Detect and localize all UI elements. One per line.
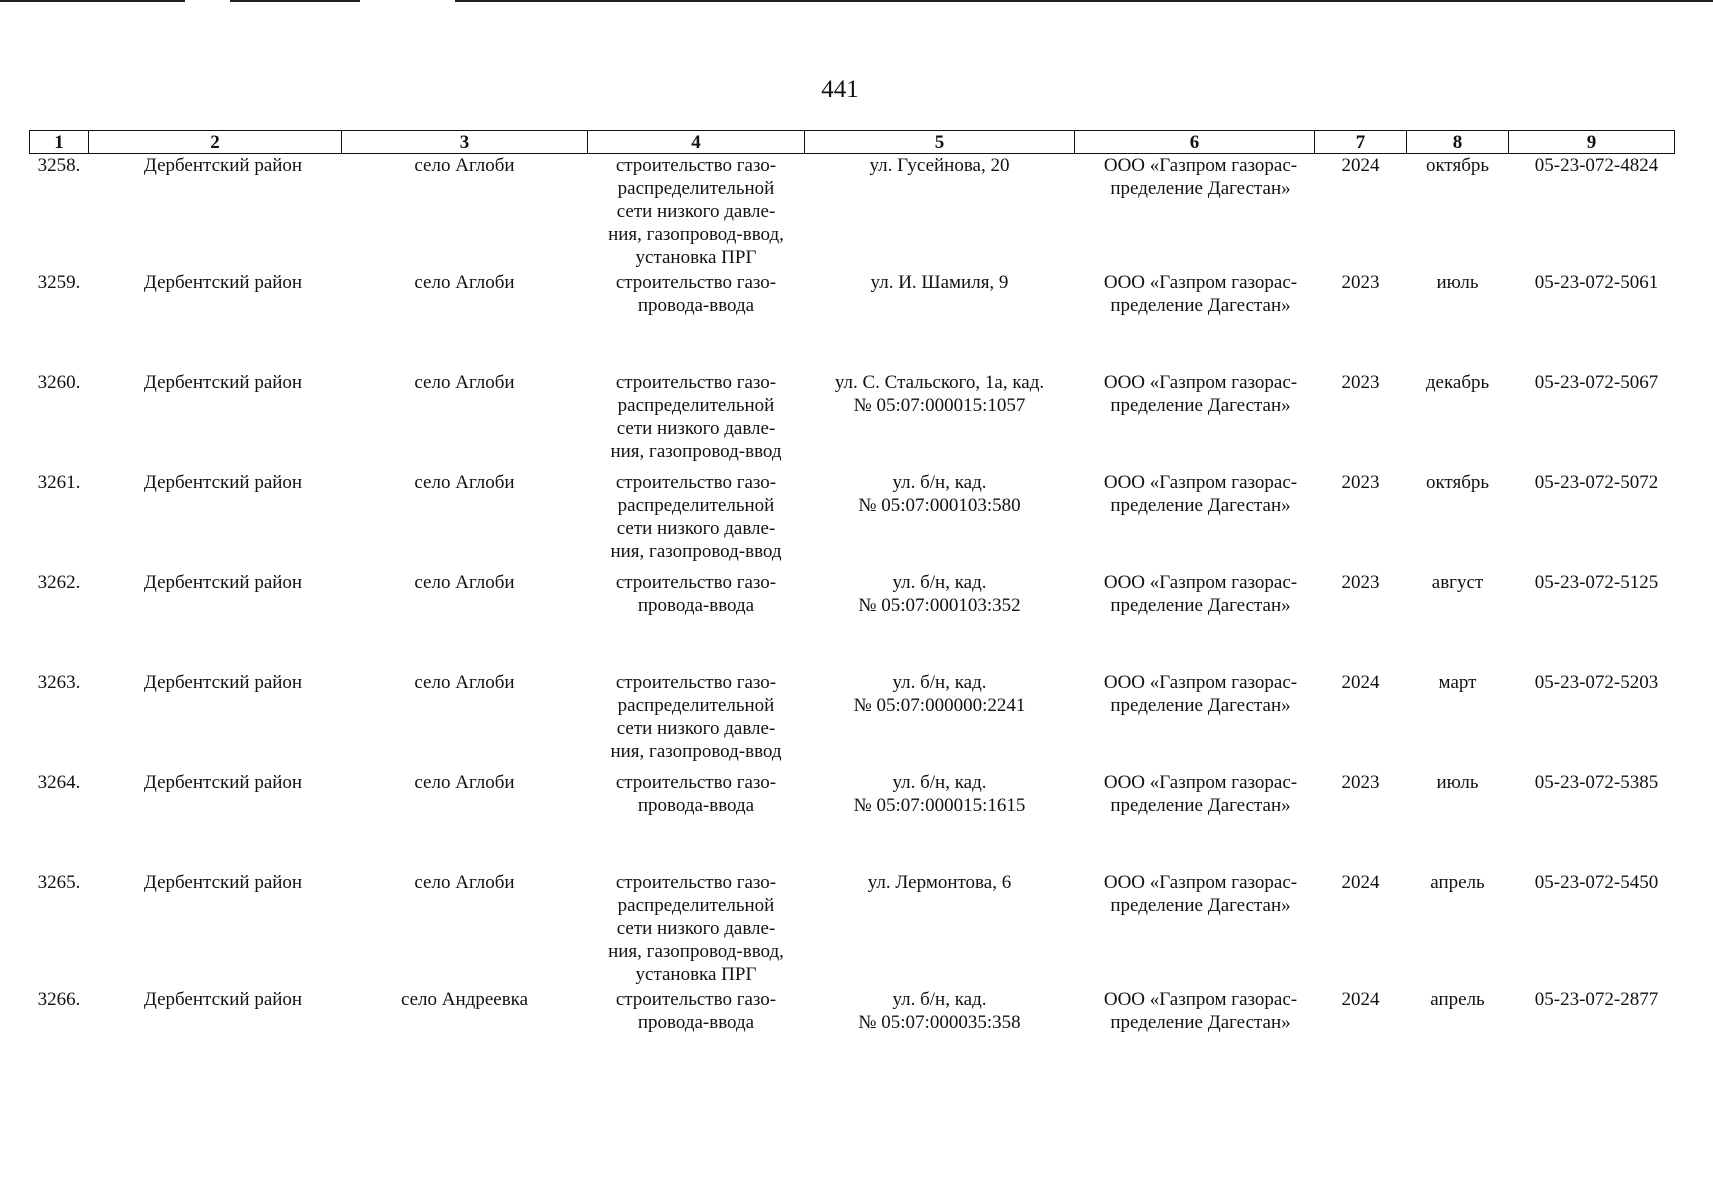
work-description-cell-line: сети низкого давле- [616,201,776,222]
district-cell: Дербентский район [143,989,303,1010]
work-description-cell [588,671,805,771]
row-number: 3266. [37,989,81,1010]
work-description-cell-line: провода-ввода [637,595,755,616]
work-description-cell-line: сети низкого давле- [616,518,776,539]
table-row [30,154,1675,272]
address-cell-line: № 05:07:000103:580 [858,495,1021,516]
work-description-cell-line: ния, газопровод-ввод [610,441,782,462]
month-cell: октябрь [1425,155,1490,176]
year-cell: 2023 [1341,572,1380,593]
organization-cell [1075,471,1315,571]
year-cell: 2023 [1341,272,1380,293]
organization-cell-line: ООО «Газпром газорас- [1103,155,1298,176]
work-description-cell-line: провода-ввода [637,1012,755,1033]
address-cell-line: ул. Гусейнова, 20 [869,155,1010,176]
code-cell: 05-23-072-5125 [1534,572,1659,593]
table-row [30,371,1675,471]
table-row [30,271,1675,371]
address-cell-line: ул. И. Шамиля, 9 [870,272,1009,293]
work-description-cell-line: ния, газопровод-ввод, [608,224,784,245]
code-cell: 05-23-072-4824 [1534,155,1659,176]
work-description-cell-line: строительство газо- [615,872,777,893]
organization-cell-line: пределение Дагестан» [1110,178,1291,199]
organization-cell-line: ООО «Газпром газорас- [1103,572,1298,593]
col-header-9: 9 [1509,131,1675,154]
col-header-4: 4 [588,131,805,154]
month-cell: июль [1436,272,1479,293]
organization-cell [1075,671,1315,771]
organization-cell [1075,571,1315,671]
organization-cell-line: пределение Дагестан» [1110,795,1291,816]
organization-cell-line: ООО «Газпром газорас- [1103,872,1298,893]
organization-cell [1075,988,1315,1048]
address-cell-line: ул. б/н, кад. [892,472,987,493]
scan-edge-left [0,0,185,2]
month-cell: октябрь [1425,472,1490,493]
work-description-cell-line: строительство газо- [615,472,777,493]
work-description-cell [588,571,805,671]
work-description-cell-line: строительство газо- [615,272,777,293]
work-description-cell-line: ния, газопровод-ввод [610,541,782,562]
organization-cell-line: ООО «Газпром газорас- [1103,272,1298,293]
work-description-cell-line: провода-ввода [637,795,755,816]
address-cell [805,871,1075,988]
settlement-cell: село Андреевка [400,989,529,1010]
settlement-cell: село Аглоби [414,872,515,893]
work-description-cell-line: строительство газо- [615,989,777,1010]
year-cell: 2023 [1341,372,1380,393]
code-cell: 05-23-072-5067 [1534,372,1659,393]
organization-cell [1075,371,1315,471]
work-description-cell [588,988,805,1048]
code-cell: 05-23-072-5385 [1534,772,1659,793]
organization-cell-line: пределение Дагестан» [1110,395,1291,416]
address-cell-line: № 05:07:000000:2241 [853,695,1026,716]
settlement-cell: село Аглоби [414,372,515,393]
row-number: 3259. [37,272,81,293]
address-cell-line: ул. б/н, кад. [892,672,987,693]
organization-cell [1075,871,1315,988]
code-cell: 05-23-072-5203 [1534,672,1659,693]
settlement-cell: село Аглоби [414,472,515,493]
settlement-cell: село Аглоби [414,672,515,693]
address-cell-line: ул. Лермонтова, 6 [867,872,1012,893]
organization-cell-line: пределение Дагестан» [1110,595,1291,616]
row-number: 3261. [37,472,81,493]
row-number: 3264. [37,772,81,793]
organization-cell [1075,271,1315,371]
address-cell [805,271,1075,371]
organization-cell-line: ООО «Газпром газорас- [1103,672,1298,693]
work-description-cell-line: распределительной [617,395,775,416]
organization-cell-line: ООО «Газпром газорас- [1103,472,1298,493]
code-cell: 05-23-072-5061 [1534,272,1659,293]
organization-cell [1075,771,1315,871]
page-number: 441 [821,76,859,103]
address-cell [805,671,1075,771]
year-cell: 2023 [1341,472,1380,493]
month-cell: апрель [1430,872,1485,893]
work-description-cell-line: установка ПРГ [635,964,757,985]
row-number: 3260. [37,372,81,393]
col-header-2: 2 [89,131,342,154]
address-cell-line: № 05:07:000015:1057 [853,395,1026,416]
address-cell [805,571,1075,671]
table-row [30,871,1675,988]
year-cell: 2024 [1341,672,1380,693]
address-cell-line: ул. С. Стальского, 1а, кад. [834,372,1045,393]
work-description-cell [588,771,805,871]
work-description-cell [588,471,805,571]
settlement-cell: село Аглоби [414,572,515,593]
col-header-1: 1 [30,131,89,154]
row-number: 3263. [37,672,81,693]
year-cell: 2024 [1341,872,1380,893]
work-description-cell-line: установка ПРГ [635,247,757,268]
table-row [30,988,1675,1048]
address-cell [805,154,1075,272]
col-header-7: 7 [1315,131,1407,154]
organization-cell-line: ООО «Газпром газорас- [1103,372,1298,393]
code-cell: 05-23-072-2877 [1534,989,1659,1010]
month-cell: март [1438,672,1477,693]
work-description-cell-line: распределительной [617,695,775,716]
scan-edge-right [455,0,1713,2]
district-cell: Дербентский район [143,872,303,893]
organization-cell-line: ООО «Газпром газорас- [1103,772,1298,793]
col-header-8: 8 [1407,131,1509,154]
address-cell-line: № 05:07:000015:1615 [853,795,1026,816]
work-description-cell-line: распределительной [617,178,775,199]
year-cell: 2023 [1341,772,1380,793]
address-cell [805,371,1075,471]
col-header-3: 3 [342,131,588,154]
organization-cell-line: пределение Дагестан» [1110,895,1291,916]
address-cell [805,988,1075,1048]
row-number: 3262. [37,572,81,593]
gasification-table [29,130,1675,1048]
work-description-cell-line: распределительной [617,495,775,516]
column-numbers-row [30,131,1675,154]
district-cell: Дербентский район [143,155,303,176]
year-cell: 2024 [1341,989,1380,1010]
table-row [30,771,1675,871]
table-row [30,571,1675,671]
work-description-cell-line: строительство газо- [615,155,777,176]
code-cell: 05-23-072-5450 [1534,872,1659,893]
district-cell: Дербентский район [143,772,303,793]
month-cell: июль [1436,772,1479,793]
district-cell: Дербентский район [143,672,303,693]
district-cell: Дербентский район [143,472,303,493]
work-description-cell-line: сети низкого давле- [616,918,776,939]
address-cell [805,771,1075,871]
address-cell-line: № 05:07:000035:358 [858,1012,1021,1033]
work-description-cell [588,154,805,272]
organization-cell-line: пределение Дагестан» [1110,1012,1291,1033]
month-cell: август [1431,572,1484,593]
work-description-cell [588,371,805,471]
district-cell: Дербентский район [143,372,303,393]
settlement-cell: село Аглоби [414,772,515,793]
work-description-cell-line: ния, газопровод-ввод, [608,941,784,962]
scan-edge-middle [230,0,360,2]
col-header-6: 6 [1075,131,1315,154]
work-description-cell-line: строительство газо- [615,372,777,393]
settlement-cell: село Аглоби [414,272,515,293]
organization-cell-line: пределение Дагестан» [1110,295,1291,316]
work-description-cell [588,871,805,988]
work-description-cell-line: сети низкого давле- [616,418,776,439]
work-description-cell-line: сети низкого давле- [616,718,776,739]
row-number: 3265. [37,872,81,893]
work-description-cell-line: строительство газо- [615,772,777,793]
code-cell: 05-23-072-5072 [1534,472,1659,493]
row-number: 3258. [37,155,81,176]
organization-cell [1075,154,1315,272]
address-cell-line: № 05:07:000103:352 [858,595,1021,616]
work-description-cell-line: строительство газо- [615,572,777,593]
address-cell-line: ул. б/н, кад. [892,989,987,1010]
work-description-cell-line: ния, газопровод-ввод [610,741,782,762]
work-description-cell [588,271,805,371]
address-cell-line: ул. б/н, кад. [892,572,987,593]
work-description-cell-line: провода-ввода [637,295,755,316]
table-row [30,671,1675,771]
work-description-cell-line: распределительной [617,895,775,916]
month-cell: апрель [1430,989,1485,1010]
organization-cell-line: пределение Дагестан» [1110,495,1291,516]
year-cell: 2024 [1341,155,1380,176]
month-cell: декабрь [1425,372,1490,393]
district-cell: Дербентский район [143,572,303,593]
address-cell-line: ул. б/н, кад. [892,772,987,793]
organization-cell-line: ООО «Газпром газорас- [1103,989,1298,1010]
address-cell [805,471,1075,571]
col-header-5: 5 [805,131,1075,154]
organization-cell-line: пределение Дагестан» [1110,695,1291,716]
table-row [30,471,1675,571]
work-description-cell-line: строительство газо- [615,672,777,693]
district-cell: Дербентский район [143,272,303,293]
settlement-cell: село Аглоби [414,155,515,176]
